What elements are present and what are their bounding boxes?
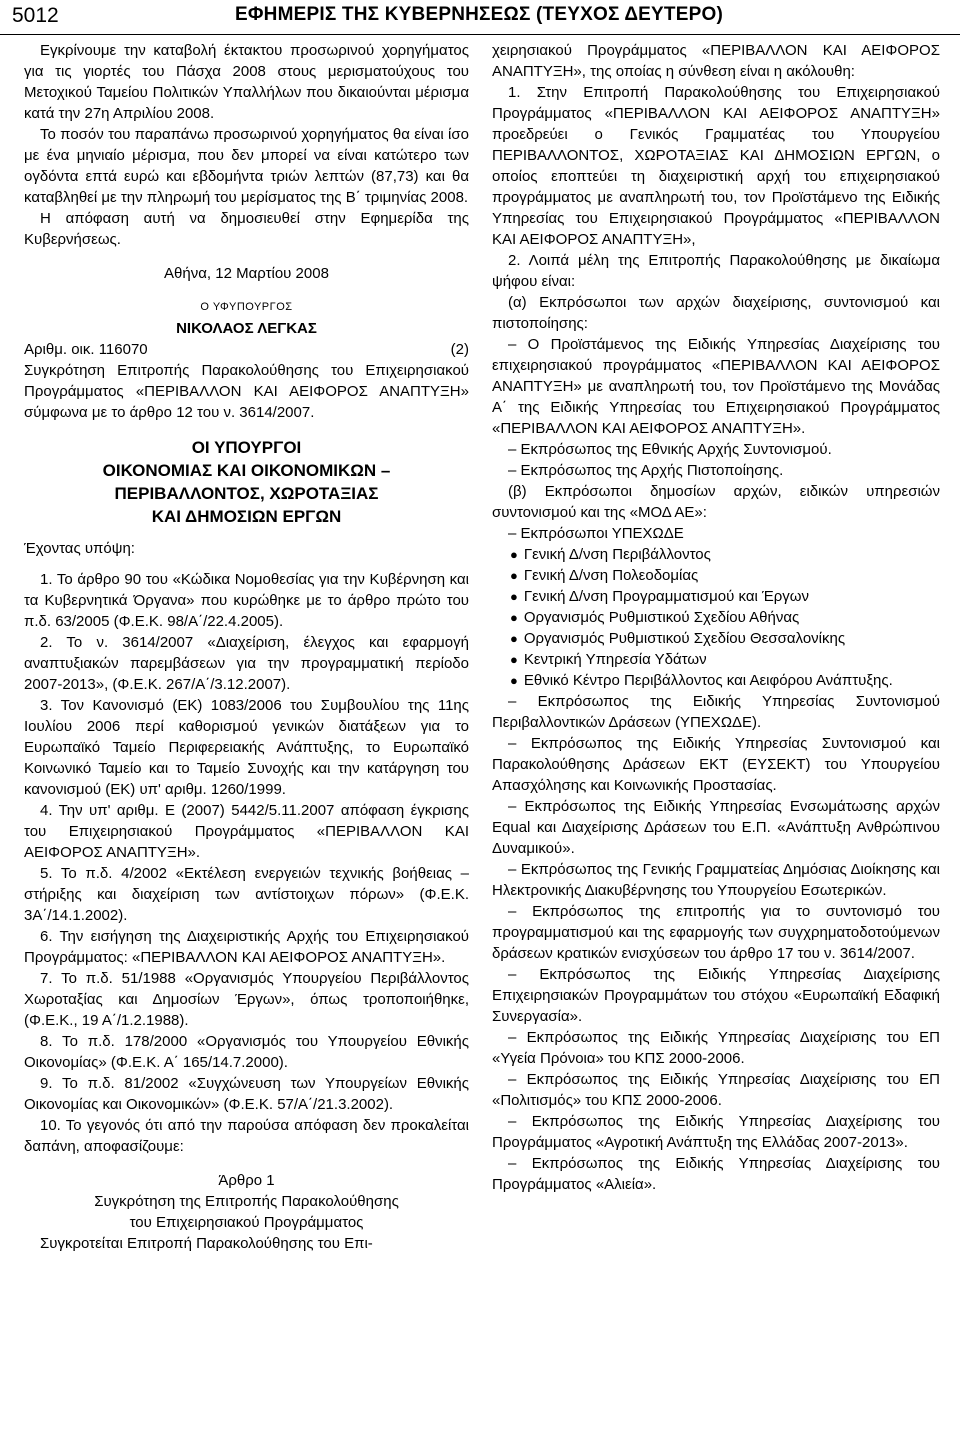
ministers-line-3: ΠΕΡΙΒΑΛΛΟΝΤΟΣ, ΧΩΡΟΤΑΞΙΑΣ	[114, 484, 379, 503]
considering-item: 6. Την εισήγηση της Διαχειριστικής Αρχής του Επιχειρησιακού Προγράμματος: «ΠΕΡΙΒΑΛΛΟΝ ΚΑΙ ΑΕΙΦΟΡΟΣ ΑΝΑΠΤΥΞΗ».	[24, 928, 469, 966]
page-number: 5012	[12, 4, 59, 27]
gazette-title: ΕΦΗΜΕΡΙΣ ΤΗΣ ΚΥΒΕΡΝΗΣΕΩΣ (ΤΕΥΧΟΣ ΔΕΥΤΕΡΟ)	[235, 4, 723, 25]
considering-label: Έχοντας υπόψη:	[24, 540, 135, 557]
group-b-heading: (β) Εκπρόσωποι δημοσίων αρχών, ειδικών υπηρεσιών συντονισμού και της «ΜΟΔ ΑΕ»:	[492, 483, 940, 521]
group-b-item: – Εκπρόσωπος της Ειδικής Υπηρεσίας Διαχείρισης του Προγράμματος «Αλιεία».	[492, 1155, 940, 1193]
bullet-item: ● Γενική Δ/νση Περιβάλλοντος	[492, 544, 940, 565]
considering-item: 9. Το π.δ. 81/2002 «Συγχώνευση των Υπουργείων Εθνικής Οικονομίας και Οικονομικών» (Φ.Ε.Κ. 57/Α΄/21.3.2002).	[24, 1075, 469, 1113]
group-b-item: – Εκπρόσωπος της επιτροπής για το συντονισμό του προγραμματισμού και της εφαρμογής των συγχρηματοδοτούμενων δράσεων κρατικών ενισχύσεων του άρθρο 17 του ν. 3614/2007.	[492, 903, 940, 962]
signer-title: Ο ΥΦΥΠΟΥΡΓΟΣ	[200, 301, 293, 313]
bullet-item: ● Γενική Δ/νση Πολεοδομίας	[492, 565, 940, 586]
members-paragraph: 2. Λοιπά μέλη της Επιτροπής Παρακολούθησης με δικαίωμα ψήφου είναι:	[492, 252, 940, 290]
group-b-item: – Εκπρόσωπος της Ειδικής Υπηρεσίας Διαχείρισης Επιχειρησιακών Προγραμμάτων του στόχου «Ευρωπαϊκή Εδαφική Συνεργασία».	[492, 966, 940, 1025]
ministers-heading	[24, 436, 469, 528]
left-column	[24, 40, 469, 1254]
considering-item: 1. Το άρθρο 90 του «Κώδικα Νομοθεσίας για την Κυβέρνηση και τα Κυβερνητικά Όργανα» που κυρώθηκε με το άρθρο πρώτο του π.δ. 63/2005 (Φ.Ε.Κ. 98/Α΄/22.4.2005).	[24, 571, 469, 630]
reference-number: Αριθμ. οικ. 116070	[24, 341, 148, 358]
considering-item: 2. Το ν. 3614/2007 «Διαχείριση, έλεγχος και εφαρμογή αναπτυξιακών παρεμβάσεων για την προγραμματική περίοδο 2007-2013», (Φ.Ε.Κ. 267/Α΄/3.12.2007).	[24, 634, 469, 693]
decision-title: Συγκρότηση Επιτροπής Παρακολούθησης του Επιχειρησιακού Προγράμματος «ΠΕΡΙΒΑΛΛΟΝ ΚΑΙ ΑΕΙΦΟΡΟΣ ΑΝΑΠΤΥΞΗ» σύμφωνα με το άρθρο 12 του ν. 3614/2007.	[24, 362, 469, 421]
ministers-line-1: ΟΙ ΥΠΟΥΡΓΟΙ	[191, 438, 302, 457]
ministers-line-4: ΚΑΙ ΔΗΜΟΣΙΩΝ ΕΡΓΩΝ	[151, 507, 342, 526]
reference-index: (2)	[450, 341, 469, 358]
considering-item: 8. Το π.δ. 178/2000 «Οργανισμός του Υπουργείου Εθνικής Οικονομίας» (Φ.Ε.Κ. Α΄ 165/14.7.2000).	[24, 1033, 469, 1071]
group-b-item: – Εκπρόσωπος της Ειδικής Υπηρεσίας Ενσωμάτωσης αρχών Equal και Διαχείρισης Δράσεων του Ε.Π. «Ανάπτυξη Ανθρώπινου Δυναμικού».	[492, 798, 940, 857]
signer-name: ΝΙΚΟΛΑΟΣ ΛΕΓΚΑΣ	[176, 320, 317, 337]
bullet-item: ● Εθνικό Κέντρο Περιβάλλοντος και Αειφόρου Ανάπτυξης.	[492, 670, 940, 691]
group-a-item: – Ο Προϊστάμενος της Ειδικής Υπηρεσίας Διαχείρισης του επιχειρησιακού προγράμματος «ΠΕΡΙΒΑΛΛΟΝ ΚΑΙ ΑΕΙΦΟΡΟΣ ΑΝΑΠΤΥΞΗ» με αναπληρωτή του, τον Προϊστάμενο της Μονάδας Α΄ της Ειδικής Υπηρεσίας του Επιχειρησιακού Προγράμματος «ΠΕΡΙΒΑΛΛΟΝ ΚΑΙ ΑΕΙΦΟΡΟΣ ΑΝΑΠΤΥΞΗ».	[492, 336, 940, 437]
paragraph-publication: Η απόφαση αυτή να δημοσιευθεί στην Εφημερίδα της Κυβερνήσεως.	[24, 210, 469, 248]
group-b-item: – Εκπρόσωπος της Γενικής Γραμματείας Δημόσιας Διοίκησης και Ηλεκτρονικής Διακυβέρνησης του Υπουργείου Εσωτερικών.	[492, 861, 940, 899]
reference-line	[24, 339, 469, 360]
chairman-paragraph: 1. Στην Επιτροπή Παρακολούθησης του Επιχειρησιακού Προγράμματος «ΠΕΡΙΒΑΛΛΟΝ ΚΑΙ ΑΕΙΦΟΡΟΣ ΑΝΑΠΤΥΞΗ» προεδρεύει ο Γενικός Γραμματέας του Υπουργείου ΠΕΡΙΒΑΛΛΟΝΤΟΣ, ΧΩΡΟΤΑΞΙΑΣ ΚΑΙ ΔΗΜΟΣΙΩΝ ΕΡΓΩΝ, ο οποίος εποπτεύει τη διαχειριστική αρχή του επιχειρησιακού προγράμματος με αναπληρωτή του, τον Προϊστάμενο της Ειδικής Υπηρεσίας του Επιχειρησιακού Προγράμματος «ΠΕΡΙΒΑΛΛΟΝ ΚΑΙ ΑΕΙΦΟΡΟΣ ΑΝΑΠΤΥΞΗ»,	[492, 84, 940, 248]
article-heading: Άρθρο 1	[218, 1172, 275, 1189]
group-b-item: – Εκπρόσωπος της Ειδικής Υπηρεσίας Διαχείρισης του ΕΠ «Υγεία Πρόνοια» του ΚΠΣ 2000-2006.	[492, 1029, 940, 1067]
considering-item: 3. Τον Κανονισμό (ΕΚ) 1083/2006 του Συμβουλίου της 11ης Ιουλίου 2006 περί καθορισμού γενικών διατάξεων για το Ευρωπαϊκό Ταμείο Περιφερειακής Ανάπτυξης, το Ευρωπαϊκό Κοινωνικό Ταμείο και το Ταμείο Συνοχής και την κατάργηση του κανονισμού (ΕΚ) υπ' αριθμ. 1260/1999.	[24, 697, 469, 798]
considering-item: 5. Το π.δ. 4/2002 «Εκτέλεση ενεργειών τεχνικής βοήθειας – στήριξης και διαχείριση των αντίστοιχων πόρων» (Φ.Ε.Κ. 3Α΄/14.1.2002).	[24, 865, 469, 924]
considering-item: 10. Το γεγονός ότι από την παρούσα απόφαση δεν προκαλείται δαπάνη, αποφασίζουμε:	[24, 1117, 469, 1155]
composition-intro: χειρησιακού Προγράμματος «ΠΕΡΙΒΑΛΛΟΝ ΚΑΙ ΑΕΙΦΟΡΟΣ ΑΝΑΠΤΥΞΗ», της οποίας η σύνθεση είναι η ακόλουθη:	[492, 42, 940, 80]
group-b-item: – Εκπρόσωπος της Ειδικής Υπηρεσίας Συντονισμού Περιβαλλοντικών Δράσεων (ΥΠΕΧΩΔΕ).	[492, 693, 940, 731]
bullet-item: ● Γενική Δ/νση Προγραμματισμού και Έργων	[492, 586, 940, 607]
bullet-item: ● Οργανισμός Ρυθμιστικού Σχεδίου Αθήνας	[492, 607, 940, 628]
group-a-item: – Εκπρόσωπος της Εθνικής Αρχής Συντονισμού.	[508, 441, 832, 458]
page-header	[0, 0, 960, 35]
group-b-lead: – Εκπρόσωποι ΥΠΕΧΩΔΕ	[508, 525, 684, 542]
bullet-item: ● Οργανισμός Ρυθμιστικού Σχεδίου Θεσσαλονίκης	[492, 628, 940, 649]
group-b-item: – Εκπρόσωπος της Ειδικής Υπηρεσίας Συντονισμού και Παρακολούθησης Δράσεων ΕΚΤ (ΕΥΣΕΚΤ) του Υπουργείου Απασχόλησης και Κοινωνικής Προστασίας.	[492, 735, 940, 794]
group-a-heading: (α) Εκπρόσωποι των αρχών διαχείρισης, συντονισμού και πιστοποίησης:	[492, 294, 940, 332]
ministers-line-2: ΟΙΚΟΝΟΜΙΑΣ ΚΑΙ ΟΙΚΟΝΟΜΙΚΩΝ –	[102, 461, 391, 480]
paragraph-amount: Το ποσόν του παραπάνω προσωρινού χορηγήματος θα είναι ίσο με ένα μηνιαίο μέρισμα, που δεν μπορεί να είναι κατώτερο των ογδόντα επτά ευρώ και εβδομήντα τριών λεπτών (87,73) και θα καταβληθεί με την πληρωμή του μερίσματος της Β΄ τριμηνίας 2008.	[24, 126, 469, 206]
article-title-line-2: του Επιχειρησιακού Προγράμματος	[129, 1214, 364, 1231]
article-title-line-1: Συγκρότηση της Επιτροπής Παρακολούθησης	[94, 1193, 399, 1210]
article-body-start: Συγκροτείται Επιτροπή Παρακολούθησης του Επι-	[40, 1235, 373, 1252]
considering-item: 7. Το π.δ. 51/1988 «Οργανισμός Υπουργείου Περιβάλλοντος Χωροταξίας και Δημοσίων Έργων», όπως τροποποιήθηκε, (Φ.Ε.Κ., 19 Α΄/1.2.1988).	[24, 970, 469, 1029]
bullet-item: ● Κεντρική Υπηρεσία Υδάτων	[492, 649, 940, 670]
group-b-item: – Εκπρόσωπος της Ειδικής Υπηρεσίας Διαχείρισης του Προγράμματος «Αγροτική Ανάπτυξη της Ελλάδας 2007-2013».	[492, 1113, 940, 1151]
paragraph-approval: Εγκρίνουμε την καταβολή έκτακτου προσωρινού χορηγήματος για τις γιορτές του Πάσχα 2008 στους μερισματούχους του Μετοχικού Ταμείου Πολιτικών Υπαλλήλων που δικαιούνται μέρισμα κατά την 27η Απριλίου 2008.	[24, 42, 469, 122]
group-a-item: – Εκπρόσωπος της Αρχής Πιστοποίησης.	[508, 462, 784, 479]
right-column	[492, 40, 940, 1195]
group-b-item: – Εκπρόσωπος της Ειδικής Υπηρεσίας Διαχείρισης του ΕΠ «Πολιτισμός» του ΚΠΣ 2000-2006.	[492, 1071, 940, 1109]
place-date: Αθήνα, 12 Μαρτίου 2008	[164, 265, 329, 282]
considering-item: 4. Την υπ' αριθμ. Ε (2007) 5442/5.11.2007 απόφαση έγκρισης του Επιχειρησιακού Προγράμματος «ΠΕΡΙΒΑΛΛΟΝ ΚΑΙ ΑΕΙΦΟΡΟΣ ΑΝΑΠΤΥΞΗ».	[24, 802, 469, 861]
